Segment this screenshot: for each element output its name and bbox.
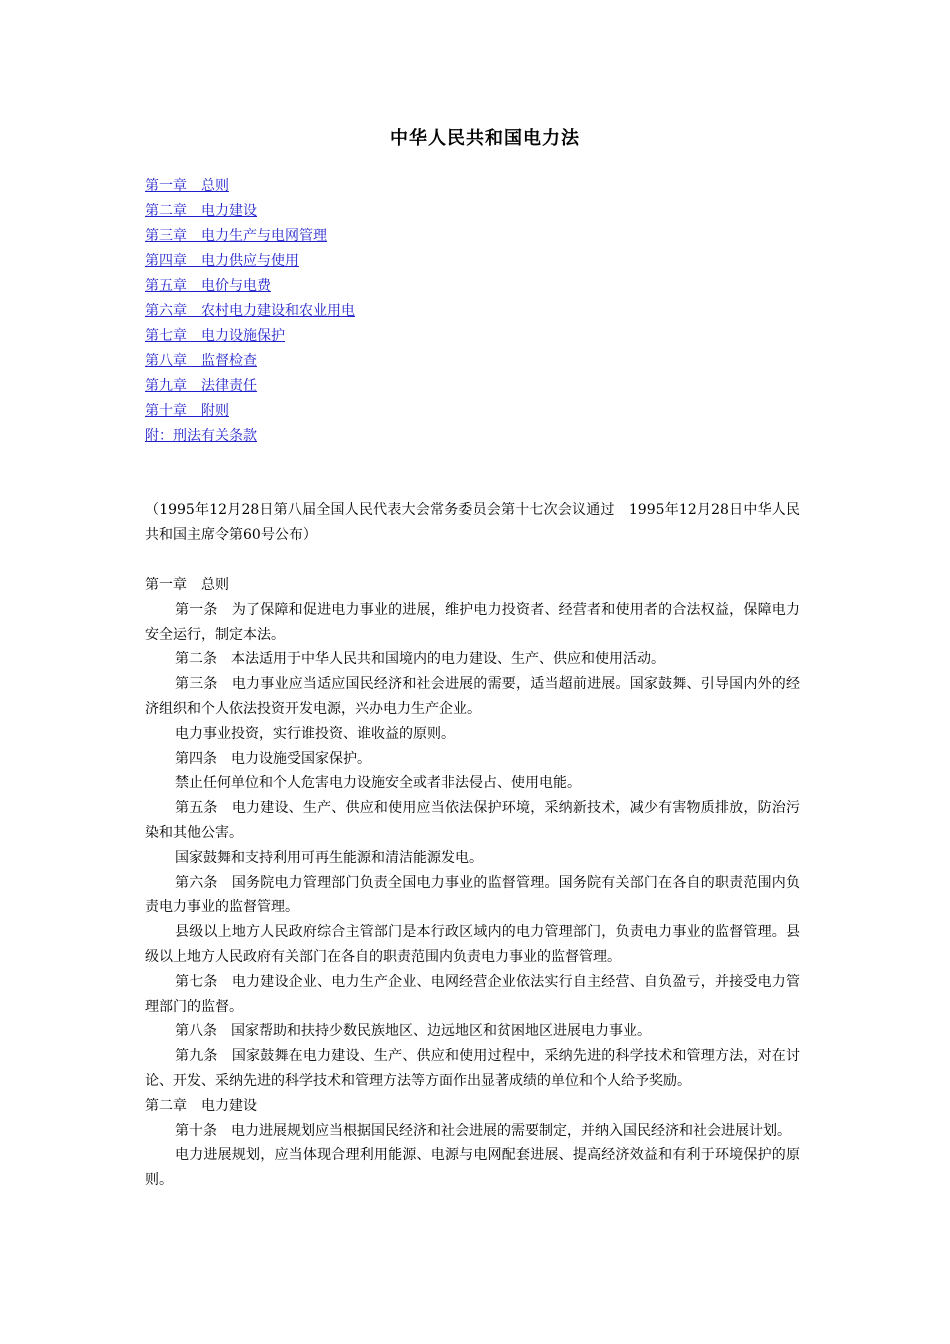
article-paragraph: 第八条 国家帮助和扶持少数民族地区、边远地区和贫困地区进展电力事业。 bbox=[175, 1023, 651, 1040]
toc-link-chapter-4[interactable]: 第四章 电力供应与使用 bbox=[145, 253, 299, 269]
article-paragraph: 县级以上地方人民政府综合主管部门是本行政区域内的电力管理部门，负责电力事业的监督管理。县级以上地方人民政府有关部门在各自的职责范围内负责电力事业的监督管理。 bbox=[145, 924, 800, 965]
article-paragraph: 国家鼓舞和支持利用可再生能源和清洁能源发电。 bbox=[175, 849, 483, 866]
toc-link-chapter-10[interactable]: 第十章 附则 bbox=[145, 403, 229, 419]
law-text bbox=[145, 573, 800, 1193]
toc-link-chapter-5[interactable]: 第五章 电价与电费 bbox=[145, 278, 271, 294]
article-paragraph: 电力事业投资，实行谁投资、谁收益的原则。 bbox=[175, 725, 455, 742]
article-paragraph: 第七条 电力建设企业、电力生产企业、电网经营企业依法实行自主经营、自负盈亏，并接受电力管理部门的监督。 bbox=[145, 973, 800, 1015]
article-paragraph: 第三条 电力事业应当适应国民经济和社会进展的需要，适当超前进展。国家鼓舞、引导国内外的经济组织和个人依法投资开发电源，兴办电力生产企业。 bbox=[145, 676, 800, 717]
adoption-note: （1995年12月28日第八届全国人民代表大会常务委员会第十七次会议通过 1995年12月28日中华人民共和国主席令第60号公布） bbox=[145, 502, 800, 543]
article-paragraph: 第六条 国务院电力管理部门负责全国电力事业的监督管理。国务院有关部门在各自的职责范围内负责电力事业的监督管理。 bbox=[145, 874, 800, 916]
toc-link-chapter-7[interactable]: 第七章 电力设施保护 bbox=[145, 328, 285, 344]
article-paragraph: 禁止任何单位和个人危害电力设施安全或者非法侵占、使用电能。 bbox=[175, 775, 581, 792]
adoption-note-block bbox=[145, 498, 800, 548]
toc-link-chapter-9[interactable]: 第九章 法律责任 bbox=[145, 378, 257, 394]
article-paragraph: 电力进展规划，应当体现合理利用能源、电源与电网配套进展、提高经济效益和有利于环境保护的原则。 bbox=[145, 1147, 800, 1189]
article-paragraph: 第十条 电力进展规划应当根据国民经济和社会进展的需要制定，并纳入国民经济和社会进展计划。 bbox=[175, 1122, 791, 1139]
toc-link-chapter-3[interactable]: 第三章 电力生产与电网管理 bbox=[145, 228, 327, 244]
toc-link-chapter-6[interactable]: 第六章 农村电力建设和农业用电 bbox=[145, 303, 355, 319]
article-paragraph: 第二条 本法适用于中华人民共和国境内的电力建设、生产、供应和使用活动。 bbox=[175, 651, 665, 668]
toc-link-chapter-1[interactable]: 第一章 总则 bbox=[145, 178, 229, 194]
table-of-contents bbox=[145, 176, 355, 451]
toc-link-chapter-2[interactable]: 第二章 电力建设 bbox=[145, 203, 257, 219]
toc-link-appendix[interactable]: 附：刑法有关条款 bbox=[145, 428, 257, 444]
article-paragraph: 第一条 为了保障和促进电力事业的进展，维护电力投资者、经营者和使用者的合法权益，保障电力安全运行，制定本法。 bbox=[145, 601, 800, 643]
toc-link-chapter-8[interactable]: 第八章 监督检查 bbox=[145, 353, 257, 369]
article-paragraph: 第五条 电力建设、生产、供应和使用应当依法保护环境，采纳新技术，减少有害物质排放，防治污染和其他公害。 bbox=[145, 800, 800, 841]
chapter-heading: 第二章 电力建设 bbox=[145, 1097, 257, 1114]
document-title: 中华人民共和国电力法 bbox=[390, 128, 580, 149]
chapter-heading: 第一章 总则 bbox=[145, 577, 229, 593]
article-paragraph: 第四条 电力设施受国家保护。 bbox=[175, 750, 371, 767]
article-paragraph: 第九条 国家鼓舞在电力建设、生产、供应和使用过程中，采纳先进的科学技术和管理方法，对在讨论、开发、采纳先进的科学技术和管理方法等方面作出显著成绩的单位和个人给予奖励。 bbox=[145, 1048, 800, 1089]
